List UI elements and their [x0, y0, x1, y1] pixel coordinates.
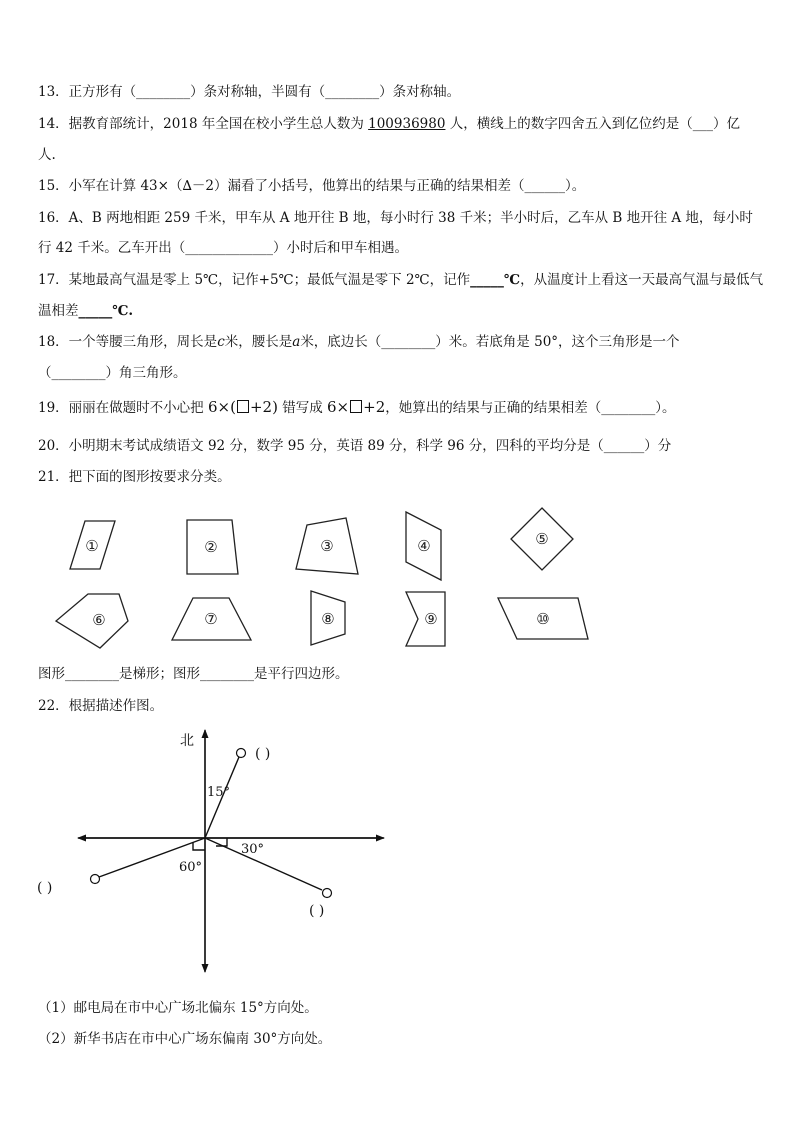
question-22-item2: （2）新华书店在市中心广场东偏南 30°方向处。 [38, 1031, 332, 1047]
question-19: 19．丽丽在做题时不小心把 6×( +2) 错写成 6× +2，她算出的结果与正确的结果相差（________）。 [38, 398, 676, 416]
question-22: 22．根据描述作图。 [38, 698, 164, 714]
question-17-line1: 17．某地最高气温是零上 5℃，记作+5℃；最低气温是零下 2℃，记作_____℃，从温度计上看这一天最高气温与最低气 [38, 272, 764, 288]
angle-label-15: 15° [207, 785, 231, 800]
shape-label-5: ⑤ [535, 530, 549, 548]
question-15: 15．小军在计算 43×（∆－2）漏看了小括号，他算出的结果与正确的结果相差（______）。 [38, 178, 586, 194]
question-21: 21．把下面的图形按要求分类。 [38, 469, 231, 485]
shape-label-9: ⑨ [424, 610, 438, 628]
shape-label-2: ② [204, 538, 218, 556]
shape-label-1: ① [85, 537, 99, 555]
shapes-figure [0, 505, 794, 665]
question-18-line2: （________）角三角形。 [38, 365, 187, 381]
question-17-line2: 温相差_____℃. [38, 303, 134, 319]
question-13: 13．正方形有（________）条对称轴，半圆有（________）条对称轴。 [38, 84, 461, 100]
point-sw [91, 875, 100, 884]
question-16-line1: 16．A、B 两地相距 259 千米，甲车从 A 地开往 B 地，每小时行 38 千米；半小时后，乙车从 B 地开往 A 地，每小时 [38, 210, 753, 226]
q14-suffix: 人，横线上的数字四舍五入到亿位约是（___）亿 [445, 116, 740, 132]
blank-sw: ( ) [37, 880, 53, 896]
angle-mark-60 [193, 842, 205, 850]
question-20: 20．小明期末考试成绩语文 92 分，数学 95 分，英语 89 分，科学 96 分，四科的平均分是（______）分 [38, 438, 672, 454]
var-a: a [292, 334, 301, 350]
var-c: c [217, 334, 225, 350]
question-18-line1: 18．一个等腰三角形，周长是c米，腰长是a米，底边长（________）米。若底角是 50°，这个三角形是一个 [38, 334, 680, 350]
point-ne [237, 749, 246, 758]
formula-original: 6×( +2) [207, 398, 278, 416]
shape-label-4: ④ [417, 537, 431, 555]
blank-ne: ( ) [255, 746, 271, 762]
blank-se: ( ) [309, 903, 325, 919]
question-22-item1: （1）邮电局在市中心广场北偏东 15°方向处。 [38, 1000, 318, 1016]
question-14-line2: 人. [38, 147, 56, 163]
q14-number: 100936980 [368, 116, 446, 132]
question-21-answer: 图形________是梯形；图形________是平行四边形。 [38, 666, 349, 682]
angle-label-60: 60° [179, 860, 203, 875]
formula-wrong: 6× +2 [327, 398, 386, 416]
box-square [350, 400, 362, 413]
question-14-line1 [38, 115, 740, 133]
shape-label-6: ⑥ [92, 611, 106, 629]
shape-label-8: ⑧ [321, 610, 335, 628]
north-label: 北 [180, 733, 194, 749]
shape-label-10: ⑩ [536, 610, 550, 628]
box-square [237, 400, 249, 413]
shape-label-7: ⑦ [204, 610, 218, 628]
question-16-line2: 行 42 千米。乙车开出（_____________）小时后和甲车相遇。 [38, 240, 409, 256]
shape-label-3: ③ [320, 537, 334, 555]
angle-label-30: 30° [241, 842, 265, 857]
direction-diagram [0, 722, 420, 982]
point-se [323, 889, 332, 898]
q14-prefix: 14．据教育部统计，2018 年全国在校小学生总人数为 [38, 116, 369, 132]
